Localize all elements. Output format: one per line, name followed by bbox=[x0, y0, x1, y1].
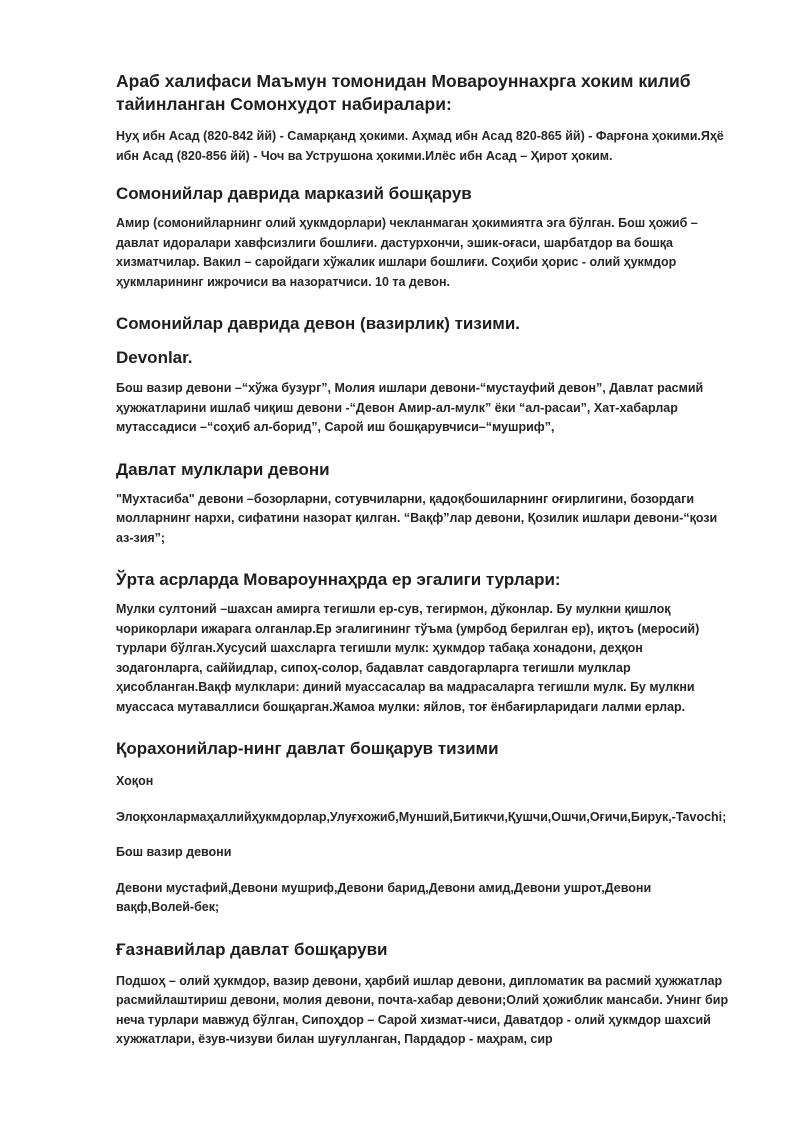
paragraph-devonlar: Бош вазир девони –“хўжа бузург”, Молия ишлари девони-“мустауфий девон”, Давлат расмий ҳужжатларини ишлаб чиқиш девони -“Девон Амир-ал-мулк” ёки “ал-расаи”, Хат-хабарлар мутассадиси –“соҳиб ал-борид”, Сарой иш бошқарувчиси–“мушриф”, bbox=[116, 381, 704, 434]
heading-central-government: Сомонийлар даврида марказий бошқарув bbox=[116, 184, 472, 203]
paragraph-state-property-divan: "Мухтасиба" девони –бозорларни, сотувчиларни, қадоқбошиларнинг оғирлигини, бозордаги молларнинг нархи, сифатини назорат қилган. “Вақф”лар девони, Қозилик ишлари девони-“қози аз-зия”; bbox=[116, 491, 718, 545]
paragraph-chief-vizier: Бош вазир девони bbox=[116, 845, 232, 859]
paragraph-karakhanid-officials: Элоқхонлармаҳаллийҳукмдорлар,Улуғхожиб,Мунший,Битикчи,Қушчи,Ошчи,Оғичи,Бирук,-Tavochi; bbox=[116, 809, 727, 824]
heading-somonid-grandsons: Араб халифаси Маъмун томонидан Мовароуннахрга хоким килиб тайинланган Сомонхудот набиралари: bbox=[116, 71, 691, 114]
paragraph-khagan: Хоқон bbox=[116, 774, 154, 788]
heading-land-ownership: Ўрта асрларда Мовароуннаҳрда ер эгалиги турлари: bbox=[116, 570, 561, 589]
heading-ghaznavid-government: Ғазнавийлар давлат бошқаруви bbox=[116, 939, 388, 959]
heading-state-property-divan: Давлат мулклари девони bbox=[116, 459, 330, 479]
heading-divan-system: Сомонийлар даврида девон (вазирлик) тизими. bbox=[116, 314, 521, 333]
heading-devonlar: Devonlar. bbox=[116, 348, 193, 367]
document-page bbox=[116, 70, 732, 1050]
paragraph-ghaznavid-government: Подшоҳ – олий ҳукмдор, вазир девони, ҳарбий ишлар девони, дипломатик ва расмий ҳужжатлар расмийлаштириш девони, молия девони, почта-хабар девони;Олий ҳожиблик мансаби. Унинг бир неча турлари мавжуд бўлган, Сипоҳдор – Сарой хизмат-чиси, Даватдор - олий ҳукмдор шахсий хужжатлари, ёзув-чизуви билан шуғулланган, Пардадор - маҳрам, сир bbox=[116, 973, 729, 1046]
heading-karakhanid-government: Қорахонийлар-нинг давлат бошқарув тизими bbox=[116, 739, 499, 758]
paragraph-karakhanid-divans: Девони мустафий,Девони мушриф,Девони барид,Девони амид,Девони ушрот,Девони вақф,Волей-бек; bbox=[116, 880, 652, 914]
paragraph-central-government: Амир (сомонийларнинг олий ҳукмдорлари) чекланмаган ҳокимиятга эга бўлган. Бош ҳожиб – давлат идоралари хавфсизлиги бошлиғи. дастурхончи, эшик-оғаси, шарбатдор ва бошқа хизматчилар. Вакил – саройдаги хўжалик ишлари бошлиғи. Соҳиби ҳорис - олий ҳукмдор ҳукмларининг ижрочиси ва назоратчиси. 10 та девон. bbox=[116, 216, 698, 289]
paragraph-land-ownership: Мулки султоний –шахсан амирга тегишли ер-сув, тегирмон, дўконлар. Бу мулкни қишлоқ чорикорлари ижарага олганлар.Ер эгалигининг тўъма (умрбод берилган ер), иқтоъ (меросий) турлари бўлган.Хусусий шахсларга тегишли мулк: ҳукмдор табақа хонадони, деҳқон зодагонларга, саййидлар, сипоҳ-солор, бадавлат савдогарларга тегишли мулклар ҳисобланган.Вақф мулклари: диний муассасалар ва мадрасаларга тегишли мулк. Бу мулкни муассаса мутаваллиси бошқарган.Жамоа мулки: яйлов, тоғ ёнбағирларидаги лалми ерлар. bbox=[116, 602, 700, 714]
paragraph-governors: Нуҳ ибн Асад (820-842 йй) - Самарқанд ҳокими. Аҳмад ибн Асад 820-865 йй) - Фарғона ҳокими.Яҳё ибн Асад (820-856 йй) - Чоч ва Уструшона ҳокими.Илёс ибн Асад – Ҳирот ҳоким. bbox=[116, 129, 724, 163]
